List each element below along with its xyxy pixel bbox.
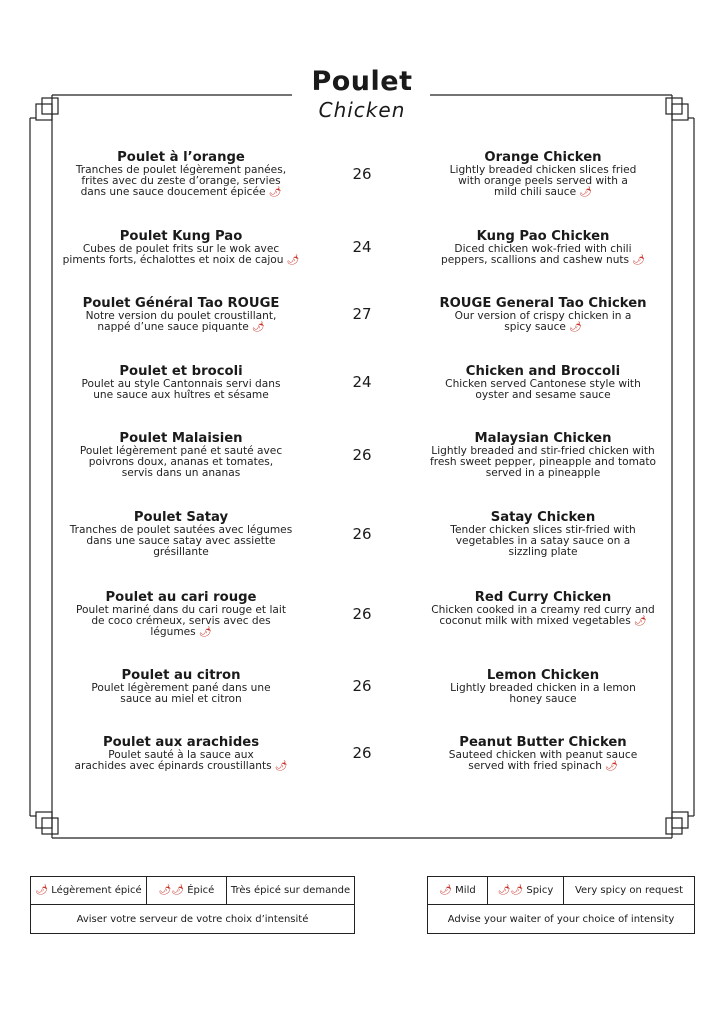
chili-pepper-icon: 🌶 bbox=[283, 255, 300, 266]
menu-item-en bbox=[416, 296, 670, 333]
dish-description-line: Poulet sauté à la sauce aux bbox=[108, 749, 254, 761]
chili-pepper-icon: 🌶 bbox=[576, 187, 592, 198]
dish-description-line: oyster and sesame sauce bbox=[475, 389, 611, 401]
dish-name-en: Red Curry Chicken bbox=[474, 590, 612, 605]
dish-description-line: fresh sweet pepper, pineapple and tomato bbox=[429, 456, 657, 468]
dish-description-line: arachides avec épinards croustillants 🌶 bbox=[74, 760, 288, 772]
chili-pepper-icon: 🌶 bbox=[35, 885, 49, 896]
legend-mild-en: 🌶 Mild bbox=[428, 877, 488, 904]
legend-spicy-fr: 🌶🌶 Épicé bbox=[147, 877, 227, 904]
dish-description-line: Chicken cooked in a creamy red curry and bbox=[431, 604, 655, 616]
dish-description-line: une sauce aux huîtres et sésame bbox=[93, 389, 269, 401]
dish-name-en: Malaysian Chicken bbox=[474, 431, 612, 446]
menu-item-fr bbox=[50, 150, 312, 198]
dish-price: 24 bbox=[352, 373, 372, 391]
section-title-en: Chicken bbox=[318, 98, 406, 122]
dish-name-en: ROUGE General Tao Chicken bbox=[439, 296, 647, 311]
chili-pepper-icon: 🌶 bbox=[248, 322, 265, 333]
dish-price: 26 bbox=[352, 446, 372, 464]
legend-very-spicy-fr: Très épicé sur demande bbox=[230, 885, 351, 896]
chili-pepper-icon: 🌶 bbox=[565, 322, 582, 333]
dish-name-fr: Poulet Satay bbox=[133, 510, 229, 525]
dish-price: 26 bbox=[352, 605, 372, 623]
legend-spicy-en: 🌶🌶 Spicy bbox=[488, 877, 564, 904]
dish-description-line: Tranches de poulet légèrement panées, bbox=[75, 164, 287, 176]
dish-description-line: sauce au miel et citron bbox=[120, 693, 242, 705]
dish-description-line: poivrons doux, ananas et tomates, bbox=[88, 456, 274, 468]
dish-description-line: Poulet légèrement pané et sauté avec bbox=[79, 445, 283, 457]
dish-name-en: Satay Chicken bbox=[490, 510, 596, 525]
dish-description-line: piments forts, échalottes et noix de cajou 🌶 bbox=[62, 254, 300, 266]
dish-description-line: Lightly breaded chicken slices fried bbox=[449, 164, 637, 176]
dish-description-line: sizzling plate bbox=[508, 546, 578, 558]
menu-item-fr bbox=[50, 510, 312, 558]
chili-pepper-icon: 🌶 bbox=[195, 627, 212, 638]
dish-name-fr: Poulet au citron bbox=[121, 668, 241, 683]
dish-name-fr: Poulet à l’orange bbox=[117, 150, 245, 165]
chili-pepper-icon: 🌶🌶 bbox=[158, 885, 185, 896]
spice-legend-en bbox=[427, 876, 695, 934]
dish-description-line: frites avec du zeste d’orange, servies bbox=[81, 175, 281, 187]
chili-pepper-icon: 🌶🌶 bbox=[497, 885, 524, 896]
menu-item-en bbox=[416, 668, 670, 705]
dish-name-en: Kung Pao Chicken bbox=[476, 229, 610, 244]
section-title-fr: Poulet bbox=[311, 66, 413, 97]
dish-description-line: nappé d’une sauce piquante 🌶 bbox=[97, 321, 265, 333]
dish-name-en: Peanut Butter Chicken bbox=[459, 735, 627, 750]
menu-item-fr bbox=[50, 431, 312, 479]
dish-name-fr: Poulet aux arachides bbox=[102, 735, 260, 750]
dish-description-line: dans une sauce satay avec assiette bbox=[86, 535, 276, 547]
dish-description-line: coconut milk with mixed vegetables 🌶 bbox=[439, 615, 647, 627]
dish-description-line: Tranches de poulet sautées avec légumes bbox=[69, 524, 293, 536]
dish-description-line: Lightly breaded and stir-fried chicken with bbox=[431, 445, 655, 457]
dish-description-line: served in a pineapple bbox=[485, 467, 601, 479]
menu-item-en bbox=[416, 590, 670, 627]
dish-description-line: légumes 🌶 bbox=[150, 626, 212, 638]
spice-legend-fr bbox=[30, 876, 355, 934]
dish-description-line: dans une sauce doucement épicée 🌶 bbox=[80, 186, 282, 198]
dish-description-line: de coco crémeux, servis avec des bbox=[91, 615, 271, 627]
dish-description-line: Cubes de poulet frits sur le wok avec bbox=[82, 243, 280, 255]
chili-pepper-icon: 🌶 bbox=[439, 885, 452, 896]
dish-name-en: Lemon Chicken bbox=[486, 668, 600, 683]
legend-mild-fr: 🌶 Légèrement épicé bbox=[31, 877, 147, 904]
menu-item-en bbox=[416, 364, 670, 401]
legend-note-fr: Aviser votre serveur de votre choix d’intensité bbox=[76, 914, 309, 925]
chili-pepper-icon: 🌶 bbox=[629, 255, 645, 266]
dish-description-line: Sauteed chicken with peanut sauce bbox=[448, 749, 638, 761]
chili-pepper-icon: 🌶 bbox=[271, 761, 288, 772]
dish-price: 24 bbox=[352, 238, 372, 256]
chili-pepper-icon: 🌶 bbox=[601, 761, 618, 772]
menu-item-fr bbox=[50, 735, 312, 772]
dish-description-line: mild chili sauce 🌶 bbox=[494, 186, 592, 198]
menu-item-fr bbox=[50, 296, 312, 333]
dish-name-fr: Poulet Malaisien bbox=[119, 431, 243, 446]
dish-description-line: grésillante bbox=[153, 546, 209, 558]
dish-name-fr: Poulet Kung Pao bbox=[119, 229, 243, 244]
dish-description-line: Poulet mariné dans du cari rouge et lait bbox=[75, 604, 286, 616]
corner-ornament-br bbox=[666, 812, 694, 834]
dish-price: 26 bbox=[352, 165, 372, 183]
dish-description-line: Poulet légèrement pané dans une bbox=[91, 682, 271, 694]
dish-name-fr: Poulet et brocoli bbox=[119, 364, 243, 379]
legend-very-spicy-en: Very spicy on request bbox=[574, 885, 683, 896]
dish-description-line: spicy sauce 🌶 bbox=[504, 321, 582, 333]
dish-name-en: Orange Chicken bbox=[484, 150, 602, 165]
menu-item-fr bbox=[50, 668, 312, 705]
corner-ornament-bl bbox=[30, 812, 58, 834]
dish-description-line: vegetables in a satay sauce on a bbox=[455, 535, 631, 547]
menu-item-en bbox=[416, 431, 670, 479]
dish-description-line: Poulet au style Cantonnais servi dans bbox=[81, 378, 281, 390]
chili-pepper-icon: 🌶 bbox=[630, 616, 647, 627]
dish-price: 27 bbox=[352, 305, 372, 323]
dish-description-line: peppers, scallions and cashew nuts 🌶 bbox=[441, 254, 645, 266]
dish-description-line: with orange peels served with a bbox=[458, 175, 628, 187]
chili-pepper-icon: 🌶 bbox=[265, 187, 282, 198]
dish-name-fr: Poulet Général Tao ROUGE bbox=[82, 296, 280, 311]
menu-item-fr bbox=[50, 590, 312, 638]
menu-item-fr bbox=[50, 229, 312, 266]
dish-description-line: Tender chicken slices stir-fried with bbox=[450, 524, 636, 536]
dish-description-line: honey sauce bbox=[509, 693, 577, 705]
dish-description-line: served with fried spinach 🌶 bbox=[468, 760, 618, 772]
dish-description-line: Chicken served Cantonese style with bbox=[445, 378, 641, 390]
dish-name-fr: Poulet au cari rouge bbox=[105, 590, 257, 605]
dish-description-line: Diced chicken wok-fried with chili bbox=[454, 243, 632, 255]
menu-item-en bbox=[416, 150, 670, 198]
dish-price: 26 bbox=[352, 525, 372, 543]
dish-price: 26 bbox=[352, 677, 372, 695]
dish-price: 26 bbox=[352, 744, 372, 762]
menu-item-fr bbox=[50, 364, 312, 401]
dish-description-line: Lightly breaded chicken in a lemon bbox=[450, 682, 636, 694]
legend-note-en: Advise your waiter of your choice of intensity bbox=[447, 914, 675, 925]
dish-name-en: Chicken and Broccoli bbox=[465, 364, 621, 379]
dish-description-line: servis dans un ananas bbox=[121, 467, 241, 479]
dish-description-line: Our version of crispy chicken in a bbox=[454, 310, 632, 322]
dish-description-line: Notre version du poulet croustillant, bbox=[85, 310, 277, 322]
menu-item-en bbox=[416, 510, 670, 558]
menu-item-en bbox=[416, 735, 670, 772]
menu-item-en bbox=[416, 229, 670, 266]
